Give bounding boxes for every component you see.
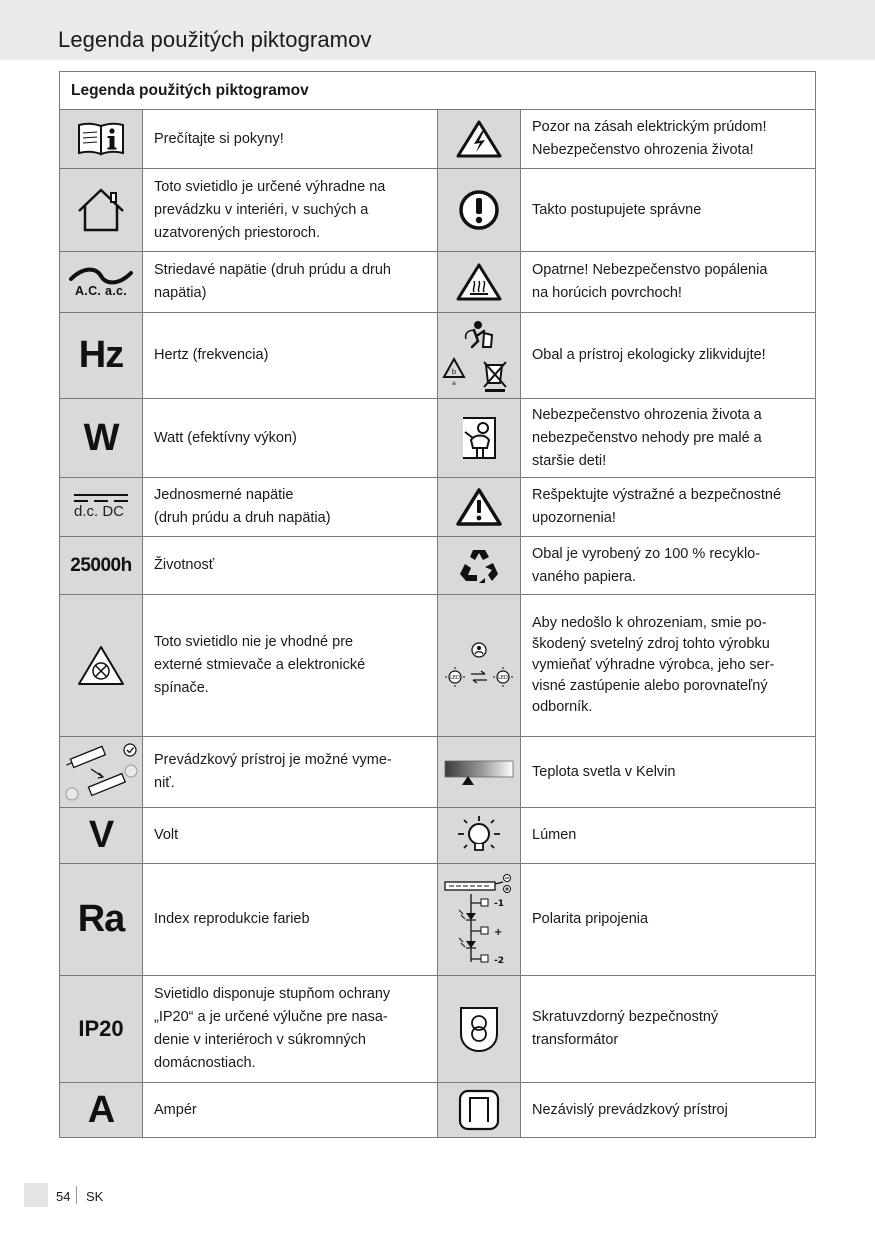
legend-text: Prečítajte si pokyny! — [143, 110, 438, 169]
color-temperature-icon — [438, 737, 521, 808]
alternating-current-icon — [60, 252, 143, 313]
legend-text: Striedavé napätie (druh prúdu a druh napätia) — [143, 252, 438, 313]
table-row — [60, 252, 816, 313]
table-row — [60, 864, 816, 976]
legend-text: Lúmen — [521, 808, 816, 864]
replaceable-driver-icon — [60, 737, 143, 808]
table-row — [60, 169, 816, 252]
table-row — [60, 313, 816, 399]
legend-text: Životnosť — [143, 537, 438, 595]
table-row — [60, 976, 816, 1083]
footer-divider — [76, 1186, 77, 1204]
recycle-icon — [438, 537, 521, 595]
dc-label: d.c. DC — [74, 503, 125, 520]
svg-text:a: a — [452, 379, 456, 387]
footer-marker — [24, 1183, 48, 1207]
legend-text: Aby nedošlo k ohrozeniam, smie po- škodený svetelný zdroj tohto výrobku vymieňať výhradne výrobca, jeho ser- visné zastúpenie alebo porovnateľný odborník. — [521, 595, 816, 737]
ip20-icon — [60, 976, 143, 1083]
table-row — [60, 478, 816, 537]
watt-symbol: W — [83, 416, 119, 459]
page-header — [0, 0, 875, 60]
read-instructions-icon — [60, 110, 143, 169]
legend-text: Svietidlo disponuje stupňom ochrany „IP20“ a je určené výlučne pre nasa- denie v interiéroch v súkromných domácnostiach. — [143, 976, 438, 1083]
table-row — [60, 808, 816, 864]
legend-text: Skratuvzdorný bezpečnostný transformátor — [521, 976, 816, 1083]
watt-icon — [60, 399, 143, 478]
lumen-icon — [438, 808, 521, 864]
page-number: 54 — [56, 1189, 71, 1204]
safety-transformer-icon — [438, 976, 521, 1083]
legend-text: Takto postupujete správne — [521, 169, 816, 252]
led-replacement-icon — [438, 595, 521, 737]
svg-text:b: b — [451, 367, 457, 376]
table-row — [60, 1083, 816, 1138]
house-icon — [60, 169, 143, 252]
legend-text: Polarita pripojenia — [521, 864, 816, 976]
ac-label: A.C. a.c. — [74, 283, 128, 298]
svg-text:-1: -1 — [494, 898, 504, 909]
legend-text: Hertz (frekvencia) — [143, 313, 438, 399]
svg-text:-2: -2 — [494, 955, 504, 966]
ip20-symbol: IP20 — [78, 1016, 124, 1041]
table-row — [60, 737, 816, 808]
legend-text: Nebezpečenstvo ohrozenia života a nebezpečenstvo nehody pre malé a staršie deti! — [521, 399, 816, 478]
svg-text:+: + — [494, 926, 503, 938]
hertz-symbol: Hz — [78, 334, 124, 376]
legend-text: Teplota svetla v Kelvin — [521, 737, 816, 808]
legend-text: Prevádzkový prístroj je možné vyme- niť. — [143, 737, 438, 808]
legend-text: Pozor na zásah elektrickým prúdom! Nebezpečenstvo ohrozenia života! — [521, 110, 816, 169]
lifetime-icon — [60, 537, 143, 595]
color-rendering-icon — [60, 864, 143, 976]
ampere-symbol: A — [87, 1088, 115, 1131]
legend-text: Volt — [143, 808, 438, 864]
electric-shock-warning-icon — [438, 110, 521, 169]
ampere-icon — [60, 1083, 143, 1138]
color-rendering-symbol: Ra — [77, 898, 125, 940]
direct-current-icon — [60, 478, 143, 537]
legend-text: Watt (efektívny výkon) — [143, 399, 438, 478]
pictogram-legend-table — [59, 71, 816, 1138]
child-danger-icon — [438, 399, 521, 478]
lifetime-symbol: 25000h — [70, 554, 132, 576]
polarity-icon — [438, 864, 521, 976]
eco-disposal-icon — [438, 313, 521, 399]
legend-text: Toto svietidlo nie je vhodné pre externé stmievače a elektronické spínače. — [143, 595, 438, 737]
no-dimmer-icon — [60, 595, 143, 737]
legend-text: Obal je vyrobený zo 100 % recyklo- vaného papiera. — [521, 537, 816, 595]
table-title: Legenda použitých piktogramov — [60, 72, 816, 110]
legend-text: Index reprodukcie farieb — [143, 864, 438, 976]
page-title: Legenda použitých piktogramov — [58, 27, 372, 52]
hot-surface-warning-icon — [438, 252, 521, 313]
legend-text: Toto svietidlo je určené výhradne na prevádzku v interiéri, v suchých a uzatvorených priestoroch. — [143, 169, 438, 252]
table-row — [60, 537, 816, 595]
legend-text: Opatrne! Nebezpečenstvo popálenia na horúcich povrchoch! — [521, 252, 816, 313]
volt-symbol: V — [88, 814, 114, 856]
legend-text: Rešpektujte výstražné a bezpečnostné upozornenia! — [521, 478, 816, 537]
independent-driver-icon — [438, 1083, 521, 1138]
volt-icon — [60, 808, 143, 864]
table-row — [60, 399, 816, 478]
svg-text:LED: LED — [450, 674, 460, 681]
legend-text: Obal a prístroj ekologicky zlikvidujte! — [521, 313, 816, 399]
legend-text: Jednosmerné napätie (druh prúdu a druh napätia) — [143, 478, 438, 537]
warning-triangle-icon — [438, 478, 521, 537]
hertz-icon — [60, 313, 143, 399]
legend-text: Ampér — [143, 1083, 438, 1138]
table-row — [60, 110, 816, 169]
table-row — [60, 595, 816, 737]
svg-text:LED: LED — [498, 674, 508, 681]
exclamation-circle-icon — [438, 169, 521, 252]
legend-text: Nezávislý prevádzkový prístroj — [521, 1083, 816, 1138]
language-code: SK — [86, 1189, 104, 1204]
